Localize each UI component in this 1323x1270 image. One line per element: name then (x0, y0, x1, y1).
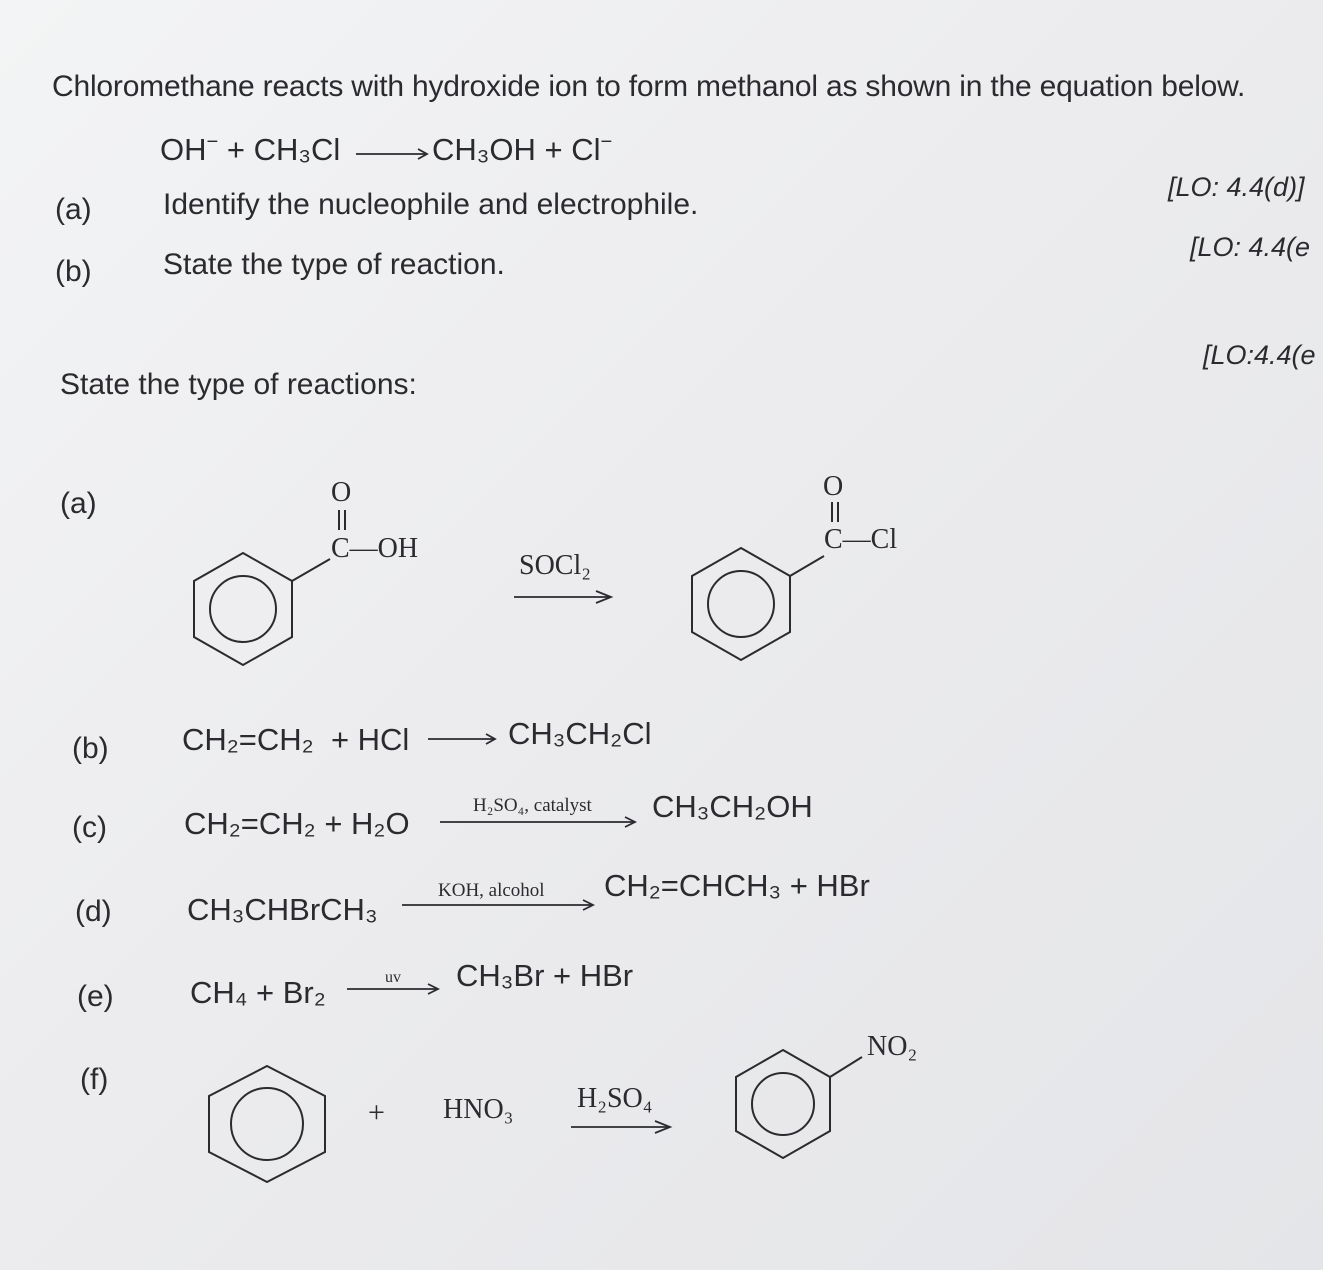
reaction-c-product: CH₃CH₂OH (652, 789, 813, 824)
plus-sign: + (368, 1096, 385, 1129)
reaction-arrow (571, 1120, 673, 1134)
reaction-d-label: (d) (75, 895, 112, 928)
reaction-c-label: (c) (72, 811, 107, 844)
nitric-acid: HNO₃ (443, 1094, 514, 1125)
intro-part-a-lo: [LO: 4.4(d)] (1168, 172, 1305, 202)
intro-part-a-label: (a) (55, 193, 92, 226)
benzene-ring-icon (688, 540, 808, 665)
reaction-arrow (402, 898, 598, 912)
methanol: CH₃OH (432, 132, 536, 167)
section-lo: [LO:4.4(e (1203, 340, 1316, 370)
intro-part-b-text: State the type of reaction. (163, 248, 505, 281)
chloromethane: CH₃Cl (253, 132, 341, 167)
reaction-e-condition: uv (385, 969, 401, 986)
hydroxide: OH− (160, 130, 219, 167)
reagent-socl2: SOCl₂ (519, 550, 592, 581)
reaction-b-product: CH₃CH₂Cl (508, 716, 652, 751)
nitro-group: NO₂ (867, 1031, 918, 1062)
plus-sign: + (226, 132, 245, 167)
reaction-b-label: (b) (72, 732, 109, 765)
acyl-chloride-group: C—Cl (824, 524, 898, 555)
intro-part-b-lo: [LO: 4.4(e (1190, 232, 1311, 262)
double-bond-icon (828, 500, 842, 524)
reaction-arrow (347, 982, 443, 996)
reaction-e-reactants: CH₄ + Br₂ (190, 975, 326, 1010)
plus-sign: + (544, 132, 563, 167)
intro-part-b-label: (b) (55, 255, 92, 288)
carbonyl-oxygen: O (331, 477, 352, 508)
reaction-arrow (356, 148, 432, 160)
carbonyl-oxygen: O (823, 471, 844, 502)
reaction-f-label: (f) (80, 1063, 109, 1096)
reaction-b-reactants: CH₂=CH₂ + HCl (182, 722, 410, 757)
intro-part-a-text: Identify the nucleophile and electrophile. (163, 188, 699, 221)
reaction-c-condition: H₂SO₄, catalyst (473, 795, 592, 816)
reagent-sulfuric-acid: H₂SO₄ (577, 1083, 653, 1114)
section-heading: State the type of reactions: (60, 368, 417, 401)
reaction-arrow (428, 733, 500, 745)
reaction-d-products: CH₂=CHCH₃ + HBr (604, 868, 870, 903)
reaction-d-condition: KOH, alcohol (438, 880, 545, 901)
benzene-ring-icon (190, 545, 310, 670)
intro-statement: Chloromethane reacts with hydroxide ion to form methanol as shown in the equation below. (52, 70, 1246, 103)
reaction-e-label: (e) (77, 980, 114, 1013)
reaction-a-label: (a) (60, 487, 97, 520)
reaction-e-products: CH₃Br + HBr (456, 958, 634, 993)
intro-equation (160, 132, 340, 168)
reaction-arrow (514, 590, 614, 604)
reaction-c-reactants: CH₂=CH₂ + H₂O (184, 806, 410, 841)
reaction-d-reactant: CH₃CHBrCH₃ (187, 892, 378, 927)
carboxyl-group: C—OH (331, 533, 419, 564)
reaction-arrow (440, 815, 640, 829)
benzene-ring-icon (732, 1045, 862, 1170)
double-bond-icon (335, 508, 349, 532)
intro-products (432, 132, 612, 168)
benzene-ring-icon (205, 1060, 335, 1185)
chloride: Cl− (571, 130, 613, 167)
